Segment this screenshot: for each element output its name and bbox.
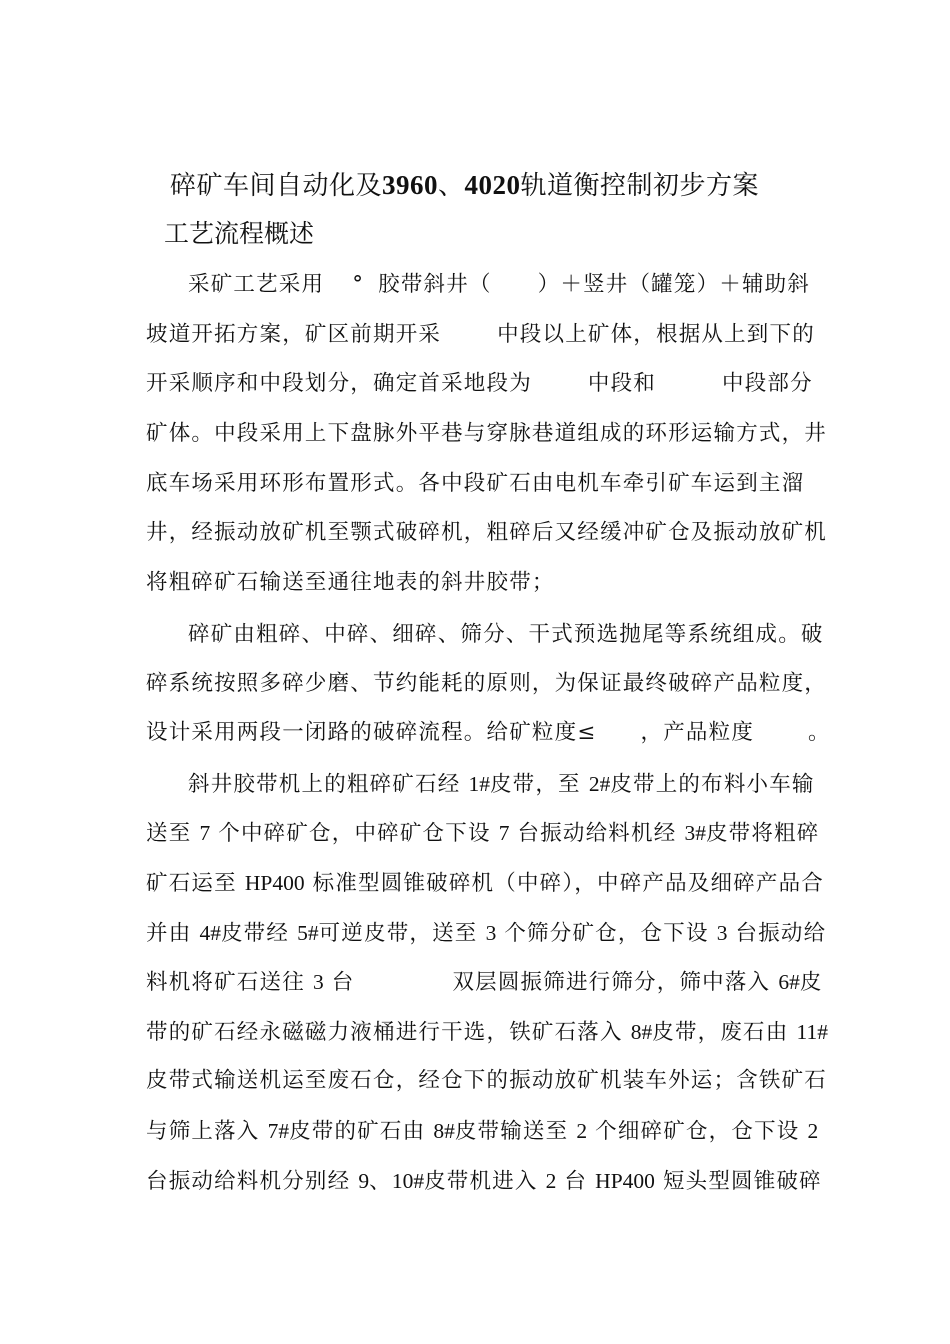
title-text-prefix: 碎矿车间自动化及 (170, 171, 383, 201)
title-number-4020: 4020 (464, 170, 521, 200)
paragraph-line: 碎系统按照多碎少磨、节约能耗的原则，为保证最终破碎产品粒度， (146, 671, 828, 696)
paragraph-line: 坡道开拓方案，矿区前期开采 中段以上矿体，根据从上到下的 (146, 322, 815, 347)
paragraph-line: 底车场采用环形布置形式。各中段矿石由电机车牵引矿车运到主溜 (146, 471, 805, 496)
section-heading: 工艺流程概述 (164, 219, 315, 248)
title-separator: 、 (438, 171, 465, 201)
paragraph-line: 开采顺序和中段划分，确定首采地段为 中段和 中段部分 (146, 371, 813, 396)
paragraph-line: 井，经振动放矿机至颚式破碎机，粗碎后又经缓冲矿仓及振动放矿机 (146, 520, 828, 545)
paragraph-line: 送至 7 个中碎矿仓，中碎矿仓下设 7 台振动给料机经 3#皮带将粗碎 (146, 821, 820, 846)
paragraph-line: 碎矿由粗碎、中碎、细碎、筛分、干式预选抛尾等系统组成。破 (188, 622, 824, 647)
paragraph-line: 矿石运至 HP400 标准型圆锥破碎机（中碎），中碎产品及细碎产品合 (146, 871, 824, 896)
paragraph-line: 与筛上落入 7#皮带的矿石由 8#皮带输送至 2 个细碎矿仓，仓下设 2 (146, 1119, 819, 1144)
document-title (170, 165, 759, 206)
title-text-suffix: 轨道衡控制初步方案 (520, 171, 760, 201)
paragraph-line: 皮带式输送机运至废石仓，经仓下的振动放矿机装车外运；含铁矿石 (146, 1068, 828, 1093)
paragraph-line: 台振动给料机分别经 9、10#皮带机进入 2 台 HP400 短头型圆锥破碎 (146, 1169, 822, 1194)
paragraph-line: 将粗碎矿石输送至通往地表的斜井胶带； (146, 570, 555, 595)
paragraph-line: 料机将矿石送往 3 台 双层圆振筛进行筛分，筛中落入 6#皮 (146, 970, 823, 995)
paragraph-line: 设计采用两段一闭路的破碎流程。给矿粒度≤ ，产品粒度 。 (146, 720, 831, 745)
paragraph-line: 带的矿石经永磁磁力液桶进行干选，铁矿石落入 8#皮带，废石由 11# (146, 1020, 828, 1045)
paragraph-line: 并由 4#皮带经 5#可逆皮带，送至 3 个筛分矿仓，仓下设 3 台振动给 (146, 921, 827, 946)
title-number-3960: 3960 (382, 170, 439, 200)
paragraph-line: 采矿工艺采用 ° 胶带斜井（ ）＋竖井（罐笼）＋辅助斜 (188, 272, 811, 297)
paragraph-line: 斜井胶带机上的粗碎矿石经 1#皮带，至 2#皮带上的布料小车输 (188, 772, 815, 797)
paragraph-line: 矿体。中段采用上下盘脉外平巷与穿脉巷道组成的环形运输方式，井 (146, 421, 828, 446)
